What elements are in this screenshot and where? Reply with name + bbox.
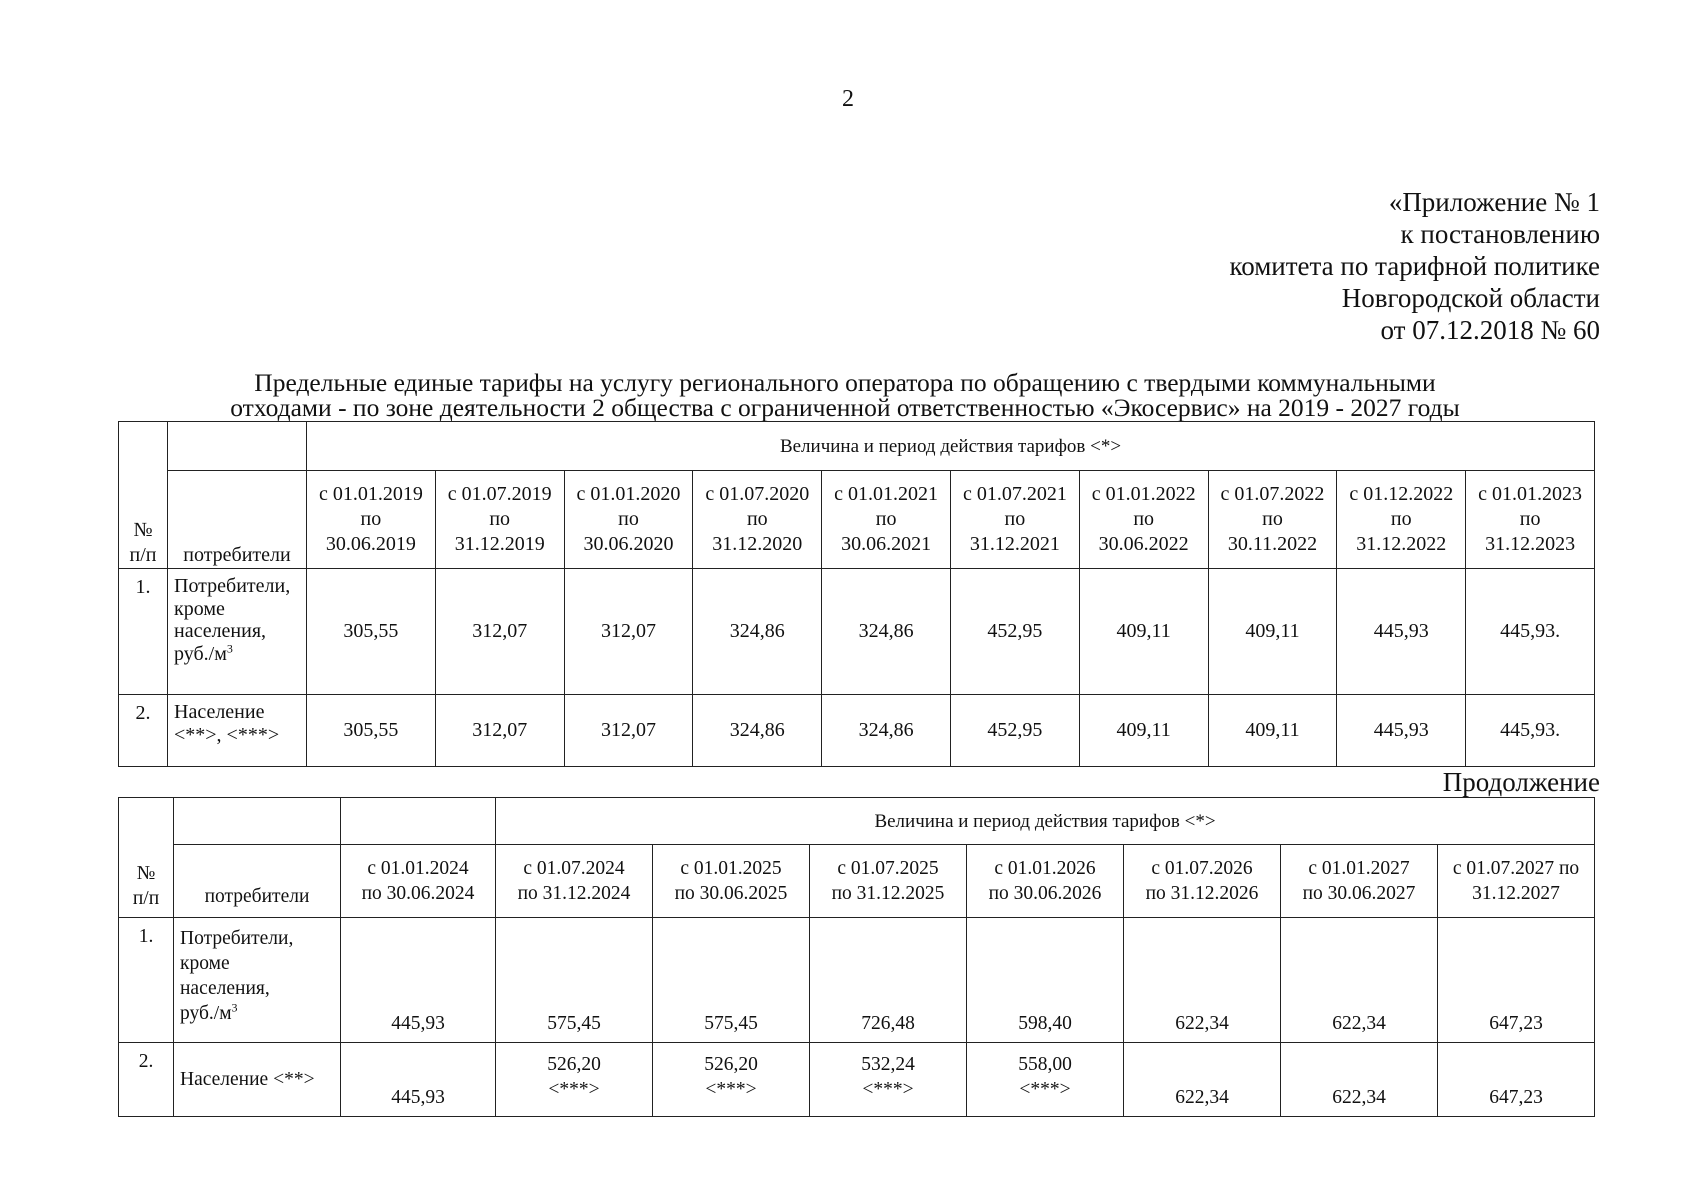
- tariff-value: 575,45: [496, 918, 653, 1043]
- row-number: 2.: [119, 1043, 174, 1117]
- consumer-label: Население <**>: [174, 1043, 341, 1117]
- appendix-line: к постановлению: [1400, 219, 1600, 249]
- tariff-value: 445,93: [341, 918, 496, 1043]
- table-row: [119, 695, 1595, 767]
- row-number: 1.: [119, 918, 174, 1043]
- tariff-value: 575,45: [653, 918, 810, 1043]
- period-header: с 01.01.2026 по 30.06.2026: [967, 845, 1124, 918]
- tariff-value: 409,11: [1208, 695, 1337, 767]
- appendix-line: Новгородской области: [1341, 283, 1600, 313]
- period-header: с 01.01.2021 по 30.06.2021: [822, 471, 951, 569]
- tariff-value: 726,48: [810, 918, 967, 1043]
- page-number: 2: [842, 86, 854, 112]
- tariff-table-2019-2023: [118, 421, 1595, 767]
- period-header: с 01.07.2027 по 31.12.2027: [1438, 845, 1595, 918]
- empty-header-cell: [168, 422, 307, 471]
- tariff-value: 647,23: [1438, 1043, 1595, 1117]
- period-header: с 01.07.2019 по 31.12.2019: [435, 471, 564, 569]
- tariff-value: 452,95: [950, 695, 1079, 767]
- consumer-label: Потребители, кроме населения, $руб./м^3$: [174, 918, 341, 1043]
- period-header: с 01.01.2023 по 31.12.2023: [1466, 471, 1595, 569]
- tariff-value: 622,34: [1124, 918, 1281, 1043]
- tariff-period-header: Величина и период действия тарифов <*>: [307, 422, 1595, 471]
- row-number: 2.: [119, 695, 168, 767]
- tariff-period-header: Величина и период действия тарифов <*>: [496, 798, 1595, 845]
- empty-header-cell: [174, 798, 341, 845]
- tariff-value: 305,55: [307, 695, 436, 767]
- table-header-row: [119, 798, 1595, 845]
- continuation-label: Продолжение: [1442, 767, 1600, 797]
- period-header: с 01.07.2020 по 31.12.2020: [693, 471, 822, 569]
- tariff-value: 445,93.: [1466, 695, 1595, 767]
- tariff-value: 622,34: [1281, 918, 1438, 1043]
- tariff-value: 558,00 <***>: [967, 1043, 1124, 1117]
- num-header: № п/п: [119, 798, 174, 918]
- appendix-line: от 07.12.2018 № 60: [1380, 315, 1600, 345]
- tariff-value: 409,11: [1208, 569, 1337, 695]
- tariff-value: 324,86: [822, 695, 951, 767]
- tariff-value: 452,95: [950, 569, 1079, 695]
- tariff-value: 409,11: [1079, 569, 1208, 695]
- title-line: Предельные единые тарифы на услугу регионального оператора по обращению с твердыми коммунальными: [254, 368, 1436, 397]
- tariff-value: 532,24 <***>: [810, 1043, 967, 1117]
- tariff-value: 598,40: [967, 918, 1124, 1043]
- tariff-value: 445,93: [1337, 569, 1466, 695]
- tariff-value: 312,07: [564, 569, 693, 695]
- appendix-line: «Приложение № 1: [1388, 187, 1600, 217]
- tariff-value: 312,07: [435, 569, 564, 695]
- tariff-value: 526,20 <***>: [496, 1043, 653, 1117]
- document-title: [100, 370, 1590, 420]
- period-header: с 01.12.2022 по 31.12.2022: [1337, 471, 1466, 569]
- period-header: с 01.01.2020 по 30.06.2020: [564, 471, 693, 569]
- tariff-value: 445,93: [1337, 695, 1466, 767]
- period-header: с 01.01.2022 по 30.06.2022: [1079, 471, 1208, 569]
- empty-header-cell: [341, 798, 496, 845]
- period-header-row: [119, 471, 1595, 569]
- title-line: отходами - по зоне деятельности 2 общества с ограниченной ответственностью «Экосервис» на 2019 - 2027 годы: [230, 393, 1460, 422]
- period-header-row: [119, 845, 1595, 918]
- period-header: с 01.01.2024 по 30.06.2024: [341, 845, 496, 918]
- period-header: с 01.01.2019 по 30.06.2019: [307, 471, 436, 569]
- period-header: с 01.01.2027 по 30.06.2027: [1281, 845, 1438, 918]
- period-header: с 01.07.2026 по 31.12.2026: [1124, 845, 1281, 918]
- num-header: № п/п: [119, 422, 168, 569]
- tariff-value: 445,93.: [1466, 569, 1595, 695]
- tariff-value: 305,55: [307, 569, 436, 695]
- consumers-header: потребители: [168, 471, 307, 569]
- table-row: [119, 1043, 1595, 1117]
- tariff-value: 324,86: [822, 569, 951, 695]
- tariff-value: 622,34: [1281, 1043, 1438, 1117]
- tariff-value: 324,86: [693, 569, 822, 695]
- tariff-value: 409,11: [1079, 695, 1208, 767]
- consumer-label: Население <**>, <***>: [168, 695, 307, 767]
- tariff-value: 324,86: [693, 695, 822, 767]
- appendix-line: комитета по тарифной политике: [1229, 251, 1600, 281]
- table-header-row: [119, 422, 1595, 471]
- period-header: с 01.07.2022 по 30.11.2022: [1208, 471, 1337, 569]
- consumers-header: потребители: [174, 845, 341, 918]
- tariff-value: 312,07: [435, 695, 564, 767]
- tariff-table-2024-2027: [118, 797, 1595, 1117]
- table-row: [119, 569, 1595, 695]
- tariff-value: 647,23: [1438, 918, 1595, 1043]
- tariff-value: 445,93: [341, 1043, 496, 1117]
- tariff-value: 622,34: [1124, 1043, 1281, 1117]
- period-header: с 01.07.2025 по 31.12.2025: [810, 845, 967, 918]
- tariff-value: 312,07: [564, 695, 693, 767]
- period-header: с 01.07.2024 по 31.12.2024: [496, 845, 653, 918]
- appendix-block: [1229, 186, 1600, 346]
- consumer-label: Потребители, кроме населения, $руб./м^3$: [168, 569, 307, 695]
- table-row: [119, 918, 1595, 1043]
- period-header: с 01.07.2021 по 31.12.2021: [950, 471, 1079, 569]
- row-number: 1.: [119, 569, 168, 695]
- period-header: с 01.01.2025 по 30.06.2025: [653, 845, 810, 918]
- tariff-value: 526,20 <***>: [653, 1043, 810, 1117]
